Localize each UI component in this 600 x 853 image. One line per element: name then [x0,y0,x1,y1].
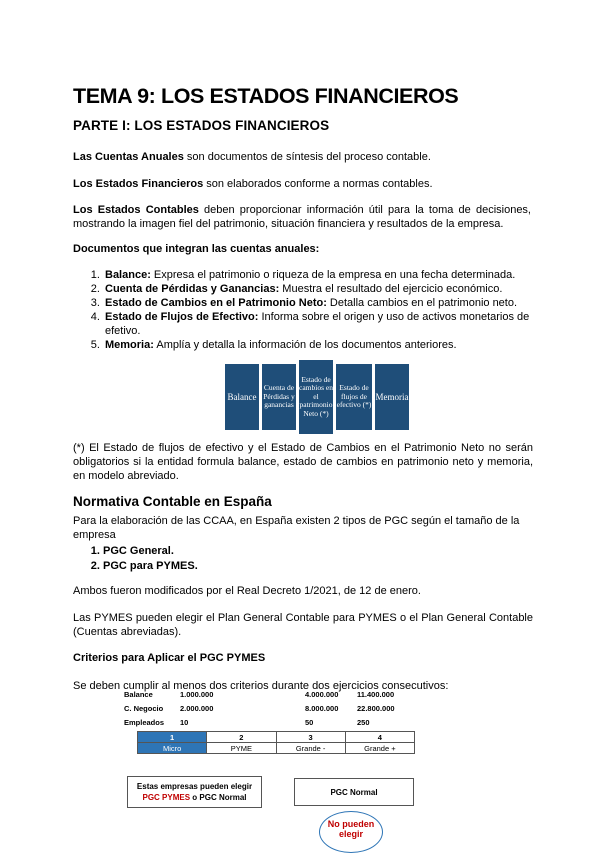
documents-diagram [225,360,409,434]
list-item [103,268,563,282]
table-cell: 2 [207,732,276,743]
normativa-heading: Normativa Contable en España [73,494,272,509]
term: Los Estados Contables [73,204,199,216]
box-line-2 [128,792,261,803]
item-text: Muestra el resultado del ejercicio económico. [279,283,503,295]
paragraph-cuentas-anuales [73,150,531,164]
list-item [103,310,563,338]
table-row [138,743,415,754]
criteria-value: 250 [357,718,370,727]
highlight-pgc-pymes: PGC PYMES [142,793,191,802]
item-text: Detalla cambios en el patrimonio neto. [326,297,518,309]
term: Estado de Flujos de Efectivo: [105,311,259,323]
table-cell: Grande - [276,743,345,754]
criteria-value: 4.000.000 [305,690,339,699]
term: Memoria: [105,339,154,351]
list-item [103,296,563,310]
criteria-value: 8.000.000 [305,704,339,713]
diagram-box-efe: Estado de flujos de efectivo (*) [336,364,372,430]
term: Balance: [105,269,151,281]
list-item: 1. PGC General. [103,544,198,559]
term: Las Cuentas Anuales [73,151,184,163]
cannot-choose-oval: No pueden elegir [319,811,383,853]
criteria-value: 1.000.000 [180,690,214,699]
paragraph-estados-financieros [73,177,531,191]
diagram-box-balance: Balance [225,364,259,430]
paragraph-estados-contables [73,203,531,231]
criteria-label: Empleados [124,718,165,727]
table-cell: Micro [138,743,207,754]
table-cell: Grande + [345,743,414,754]
paragraph-text: son elaborados conforme a normas contables. [203,178,433,190]
documents-list [73,268,563,352]
pgc-normal-box: PGC Normal [294,778,414,806]
criteria-value: 22.800.000 [357,704,395,713]
pymes-choice-box [127,776,262,808]
item-text: Expresa el patrimonio o riqueza de la empresa en una fecha determinada. [150,269,516,281]
criteria-value: 2.000.000 [180,704,214,713]
list-item: 2. PGC para PYMES. [103,559,198,574]
table-cell: PYME [207,743,276,754]
pgc-list [73,544,198,573]
pymes-text: Las PYMES pueden elegir el Plan General Contable para PYMES o el Plan General Contable (Cuentas abreviadas). [73,612,533,638]
part-title: PARTE I: LOS ESTADOS FINANCIEROS [73,118,330,133]
diagram-box-ecpn: Estado de cambios en el patrimonio Neto (*) [299,360,333,434]
term: Cuenta de Pérdidas y Ganancias: [105,283,280,295]
page-title: TEMA 9: LOS ESTADOS FINANCIEROS [73,84,459,108]
documents-heading: Documentos que integran las cuentas anuales: [73,243,320,255]
box-text: o PGC Normal [190,793,247,802]
footnote: (*) El Estado de flujos de efectivo y el Estado de Cambios en el Patrimonio Neto no serán obligatorios si la entidad formula balance, estado de cambios en patrimonio neto y memoria, en modelo abreviado. [73,442,533,482]
criteria-heading: Criterios para Aplicar el PGC PYMES [73,652,266,664]
criteria-value: 50 [305,718,314,727]
list-item [103,282,563,296]
decree-text: Ambos fueron modificados por el Real Decreto 1/2021, de 12 de enero. [73,585,421,597]
paragraph-text: son documentos de síntesis del proceso contable. [183,151,431,163]
criteria-value: 10 [180,718,189,727]
diagram-box-pyg: Cuenta de Pérdidas y ganancias [262,364,296,430]
table-cell: 3 [276,732,345,743]
term: Estado de Cambios en el Patrimonio Neto: [105,297,327,309]
item-text: Informa sobre el origen y uso de activos monetarios de efetivo. [105,311,530,337]
size-table [137,731,415,754]
item-text: Amplía y detalla la información de los documentos anteriores. [153,339,457,351]
diagram-box-memoria: Memoria [375,364,409,430]
term: Los Estados Financieros [73,178,204,190]
table-cell: 4 [345,732,414,743]
table-row [138,732,415,743]
table-cell: 1 [138,732,207,743]
list-item [103,338,563,352]
normativa-text: Para la elaboración de las CCAA, en España existen 2 tipos de PGC según el tamaño de la empresa [73,515,520,541]
criteria-intro: Se deben cumplir al menos dos criterios durante dos ejercicios consecutivos: [73,680,449,692]
criteria-label: Balance [124,690,153,699]
criteria-value: 11.400.000 [357,690,395,699]
criteria-label: C. Negocio [124,704,164,713]
paragraph-text: deben proporcionar información útil para la toma de decisiones, mostrando la imagen fiel del patrimonio, situación financiera y resultados de la empresa. [73,204,531,230]
box-line: Estas empresas pueden elegir [136,782,253,791]
